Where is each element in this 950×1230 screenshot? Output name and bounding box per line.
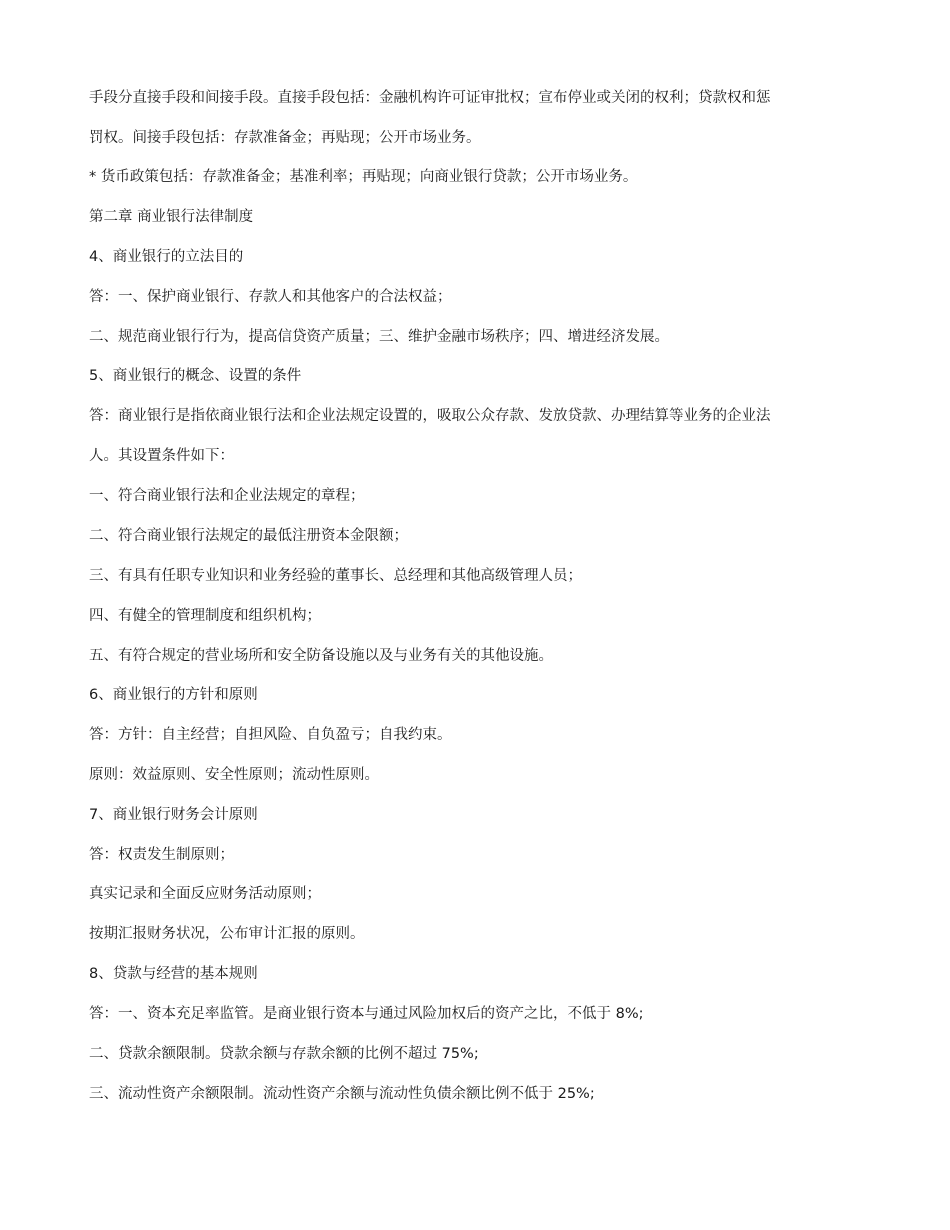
text-line: 按期汇报财务状况，公布审计汇报的原则。 [89,926,365,942]
text-line: 答：权责发生制原则； [89,847,234,863]
section-heading: 4、商业银行的立法目的 [89,249,244,265]
list-item: 一、符合商业银行法和企业法规定的章程； [89,488,365,504]
text-line: 原则：效益原则、安全性原则；流动性原则。 [89,767,379,783]
chapter-heading: 第二章 商业银行法律制度 [89,209,254,225]
section-heading: 8、贷款与经营的基本规则 [89,966,258,982]
text-line: 真实记录和全面反应财务活动原则； [89,886,321,902]
list-item: 五、有符合规定的营业场所和安全防备设施以及与业务有关的其他设施。 [89,648,553,664]
text-line: 二、贷款余额限制。贷款余额与存款余额的比例不超过 75%; [89,1046,479,1062]
bullet-line: * 货币政策包括：存款准备金；基准利率；再贴现；向商业银行贷款；公开市场业务。 [89,169,638,185]
text-line: 答：方针：自主经营；自担风险、自负盈亏；自我约束。 [89,727,452,743]
section-heading: 6、商业银行的方针和原则 [89,687,258,703]
text-line: 答：商业银行是指依商业银行法和企业法规定设置的，吸取公众存款、发放贷款、办理结算等业务的企业法 [89,408,771,424]
text-line: 二、规范商业银行行为，提高信贷资产质量；三、维护金融市场秩序；四、增进经济发展。 [89,329,669,345]
text-line: 罚权。间接手段包括：存款准备金；再贴现；公开市场业务。 [89,130,481,146]
text-line: 答：一、保护商业银行、存款人和其他客户的合法权益； [89,289,452,305]
section-heading: 5、商业银行的概念、设置的条件 [89,368,302,384]
list-item: 二、符合商业银行法规定的最低注册资本金限额； [89,528,408,544]
text-line: 手段分直接手段和间接手段。直接手段包括：金融机构许可证审批权；宣布停业或关闭的权利；贷款权和惩 [89,90,771,106]
text-line: 答：一、资本充足率监管。是商业银行资本与通过风险加权后的资产之比，不低于 8%; [89,1006,644,1022]
section-heading: 7、商业银行财务会计原则 [89,807,258,823]
list-item: 三、有具有任职专业知识和业务经验的董事长、总经理和其他高级管理人员； [89,568,582,584]
text-line: 三、流动性资产余额限制。流动性资产余额与流动性负债余额比例不低于 25%; [89,1086,595,1102]
list-item: 四、有健全的管理制度和组织机构； [89,608,321,624]
text-line: 人。其设置条件如下： [89,448,234,464]
